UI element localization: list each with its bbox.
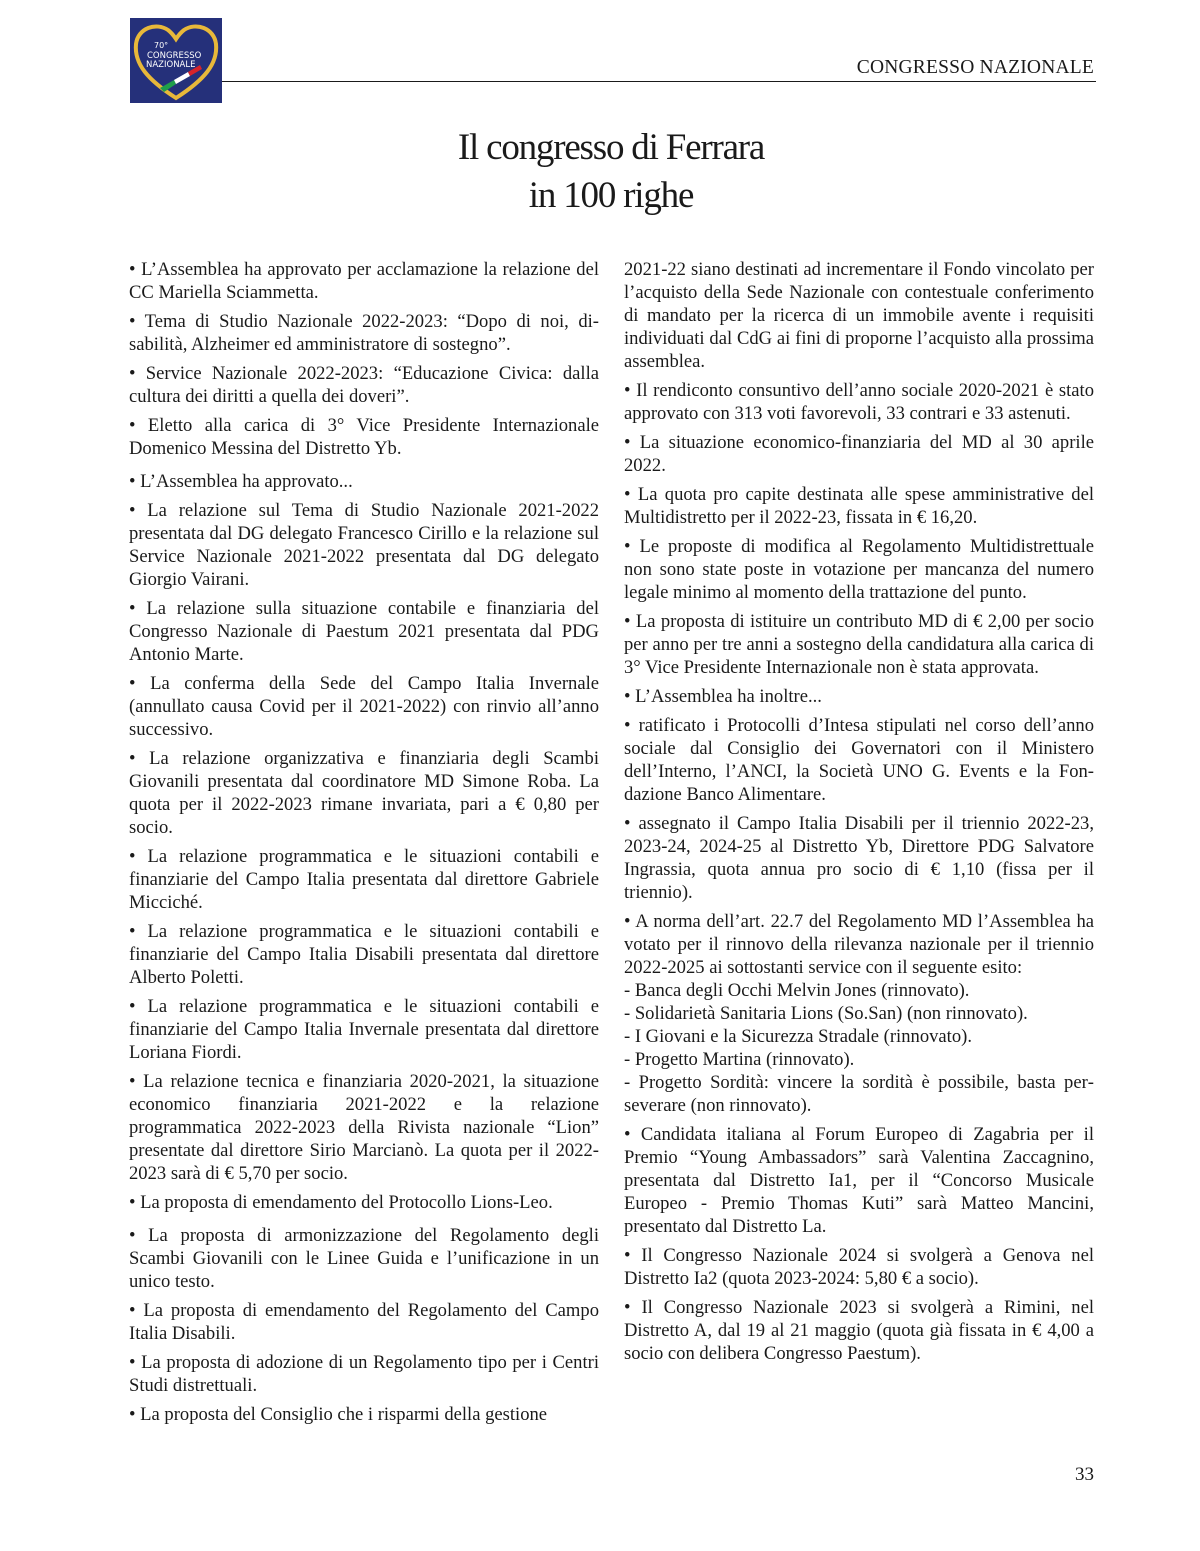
title-line-1: Il congresso di Ferrara <box>457 127 765 168</box>
list-item: • La conferma della Sede del Campo Italia Invernale (annullato causa Covid per il 2021-2022) con rinvio all’anno successivo. <box>129 673 599 740</box>
list-item: • Candidata italiana al Forum Europeo di Zagabria per il Premio “Young Ambassadors” sarà Valentina Zaccagnino, presentata dal Distretto Ia1, per il “Concorso Musicale Europeo - Premio Thomas Kuti” sarà Matteo Mancini, presentato dal Distretto La. <box>624 1124 1094 1237</box>
list-item: • A norma dell’art. 22.7 del Regolamento MD l’Assemblea ha votato per il rinnovo della rilevanza nazionale per il triennio 2022-2025 ai sottostanti service con il seguente esito: <box>624 911 1094 978</box>
list-item: • La relazione organizzativa e finanziaria degli Scambi Giovanili presentata dal coordinatore MD Simone Roba. La quota per il 2022-2023 rimane invariata, pari a € 0,80 per socio. <box>129 748 599 838</box>
list-item: • La relazione tecnica e finanziaria 2020-2021, la situazione economico finanziaria 2021-2022 e la relazione programmatica 2022-2023 della Rivista nazionale “Lion” presentate dal direttore Sirio Marcianò. La quota per il 2022-2023 sarà di € 5,70 per socio. <box>129 1071 599 1184</box>
list-item: • Il Congresso Nazionale 2024 si svolgerà a Genova nel Distretto Ia2 (quota 2023-2024: 5,80 € a socio). <box>624 1245 1094 1289</box>
logo-line2: CONGRESSO <box>147 51 202 61</box>
sub-list-item: - Banca degli Occhi Melvin Jones (rinnovato). <box>624 980 970 1001</box>
list-item: 2021-22 siano destinati ad incrementare il Fondo vincolato per l’acquisto della Sede Nazionale con contestuale conferimento di mandato per la ricerca di un immobile avente i requisiti individuati dal CdG ai fini di proporne l’acquisto alla prossima assemblea. <box>624 259 1094 372</box>
list-item: • La proposta di istituire un contributo MD di € 2,00 per socio per anno per tre anni a sostegno della candidatura alla carica di 3° Vice Presidente Internazionale non è stata approvata. <box>624 611 1094 678</box>
list-item: • Eletto alla carica di 3° Vice Presidente Internazionale Domenico Messina del Distretto Yb. <box>129 415 599 459</box>
list-item: • La proposta di emendamento del Regolamento del Campo Italia Disabili. <box>129 1300 599 1344</box>
page-title <box>0 124 1200 220</box>
list-item: • Il Congresso Nazionale 2023 si svolgerà a Rimini, nel Distretto A, dal 19 al 21 maggio (quota già fissata in € 4,00 a socio con delibera Congresso Paestum). <box>624 1297 1094 1364</box>
list-item: • L’Assemblea ha approvato per acclamazione la relazione del CC Mariella Sciammetta. <box>129 259 599 303</box>
logo-line3: NAZIONALE <box>146 60 196 70</box>
list-item: • La proposta di emendamento del Protocollo Lions-Leo. <box>129 1192 553 1213</box>
right-column <box>624 258 1094 1371</box>
sub-list-item: - Progetto Martina (rinnovato). <box>624 1049 855 1070</box>
list-item: • L’Assemblea ha inoltre... <box>624 686 822 707</box>
list-item: • assegnato il Campo Italia Disabili per il triennio 2022-23, 2023-24, 2024-25 al Distretto Yb, Direttore PDG Salvatore Ingrassia, quota annua pro socio di € 1,10 (fissa per il triennio). <box>624 813 1094 903</box>
heart-icon <box>130 18 222 103</box>
congress-logo <box>130 18 222 103</box>
header-rule <box>222 81 1096 82</box>
list-item: • L’Assemblea ha approvato... <box>129 471 353 492</box>
list-item: • Le proposte di modifica al Regolamento Multidistrettuale non sono state poste in votazione per mancanza del numero legale minimo al momento della trattazione del punto. <box>624 536 1094 603</box>
logo-line1: 70° <box>154 41 169 50</box>
title-line-2: in 100 righe <box>528 175 694 216</box>
sub-list-item: - I Giovani e la Sicurezza Stradale (rinnovato). <box>624 1026 972 1047</box>
sub-list-item: - Solidarietà Sanitaria Lions (So.San) (non rinnovato). <box>624 1003 1028 1024</box>
left-column <box>129 258 599 1432</box>
list-item: • La proposta del Consiglio che i risparmi della gestione <box>129 1404 548 1425</box>
section-label: CONGRESSO NAZIONALE <box>856 57 1094 78</box>
list-item: • La proposta di adozione di un Regolamento tipo per i Centri Studi distrettuali. <box>129 1352 599 1396</box>
list-item: • La relazione programmatica e le situazioni contabili e finanziarie del Campo Italia presentata dal direttore Gabriele Micciché. <box>129 846 599 913</box>
list-item: • Il rendiconto consuntivo dell’anno sociale 2020-2021 è stato approvato con 313 voti favorevoli, 33 contrari e 33 astenuti. <box>624 380 1094 424</box>
list-item: • La relazione programmatica e le situazioni contabili e finanziarie del Campo Italia Disabili presentata dal direttore Alberto Poletti. <box>129 921 599 988</box>
sub-list-item: - Progetto Sordità: vincere la sordità è possibile, basta perseverare (non rinnovato). <box>624 1072 1094 1116</box>
list-item: • La situazione economico-finanziaria del MD al 30 aprile 2022. <box>624 432 1094 476</box>
list-item: • ratificato i Protocolli d’Intesa stipulati nel corso dell’anno sociale dal Consiglio dei Governatori con il Ministero dell’Interno, l’ANCI, la Società UNO G. Events e la Fondazione Banco Alimentare. <box>624 715 1094 805</box>
page-number: 33 <box>1075 1464 1094 1485</box>
list-item: • La relazione sul Tema di Studio Nazionale 2021-2022 presentata dal DG delegato Francesco Cirillo e la relazione sul Service Nazionale 2021-2022 presentata dal DG delegato Giorgio Vairani. <box>129 500 599 590</box>
list-item: • La quota pro capite destinata alle spese amministrative del Multidistretto per il 2022-23, fissata in € 16,20. <box>624 484 1094 528</box>
list-item: • Tema di Studio Nazionale 2022-2023: “Dopo di noi, disabilità, Alzheimer ed amministratore di sostegno”. <box>129 311 599 355</box>
list-item: • Service Nazionale 2022-2023: “Educazione Civica: dalla cultura dei diritti a quella dei doveri”. <box>129 363 599 407</box>
list-item: • La relazione programmatica e le situazioni contabili e finanziarie del Campo Italia Invernale presentata dal direttore Loriana Fiordi. <box>129 996 599 1063</box>
list-item: • La relazione sulla situazione contabile e finanziaria del Congresso Nazionale di Paestum 2021 presentata dal PDG Antonio Marte. <box>129 598 599 665</box>
list-item: • La proposta di armonizzazione del Regolamento degli Scambi Giovanili con le Linee Guida e l’unificazione in un unico testo. <box>129 1225 599 1292</box>
